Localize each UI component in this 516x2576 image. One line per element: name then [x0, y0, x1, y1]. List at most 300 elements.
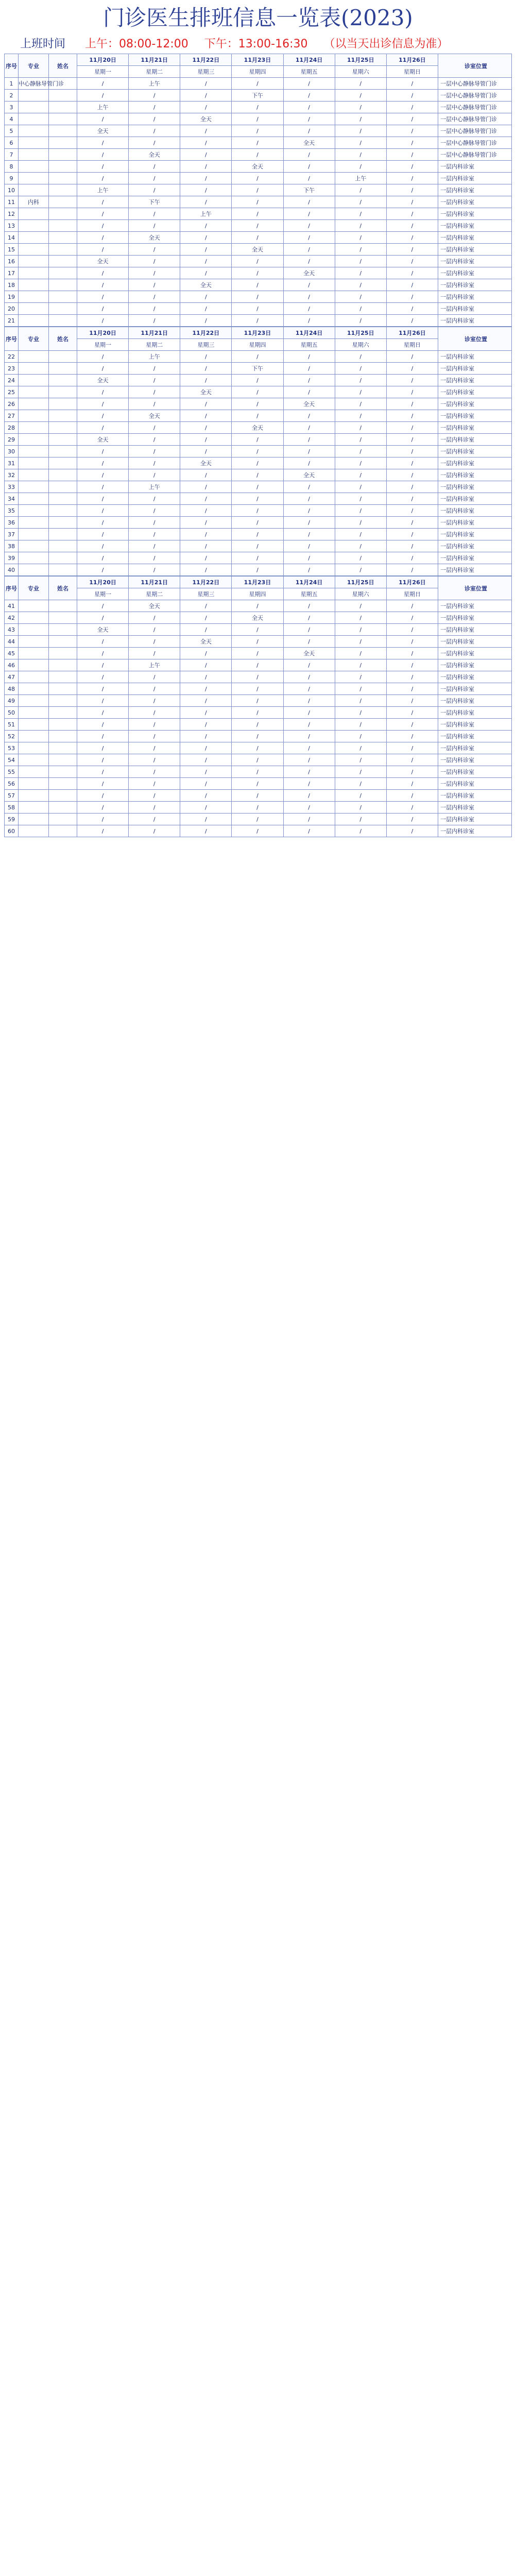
row-dept — [19, 434, 49, 446]
row-doctor — [49, 731, 77, 742]
row-no: 34 — [5, 493, 19, 505]
row-dept — [19, 564, 49, 576]
row-slot: / — [232, 695, 283, 707]
row-slot: / — [386, 814, 438, 825]
row-slot: / — [232, 659, 283, 671]
row-location: 一层内科诊室 — [438, 540, 512, 552]
table-row — [5, 481, 512, 493]
row-slot: / — [129, 422, 180, 434]
row-dept — [19, 600, 49, 612]
row-slot: / — [232, 208, 283, 220]
row-slot: / — [129, 742, 180, 754]
hours-note: （以当天出诊信息为准） — [323, 38, 449, 50]
row-slot: 上午 — [129, 481, 180, 493]
header-weekday: 星期四 — [232, 339, 283, 351]
row-dept — [19, 731, 49, 742]
row-doctor — [49, 101, 77, 113]
header-date: 11月23日 — [232, 577, 283, 588]
row-doctor — [49, 410, 77, 422]
row-slot: / — [283, 232, 335, 244]
row-slot: / — [283, 731, 335, 742]
row-no: 60 — [5, 825, 19, 837]
row-slot: / — [386, 457, 438, 469]
row-slot: / — [386, 78, 438, 90]
row-slot: / — [129, 648, 180, 659]
table-row — [5, 719, 512, 731]
row-slot: / — [232, 315, 283, 327]
row-slot: / — [77, 719, 129, 731]
row-slot: / — [232, 814, 283, 825]
header-date: 11月26日 — [386, 54, 438, 66]
table-row — [5, 232, 512, 244]
row-doctor — [49, 291, 77, 303]
header-weekday: 星期六 — [335, 588, 386, 600]
row-slot: / — [335, 790, 386, 802]
row-slot: / — [283, 457, 335, 469]
row-slot: / — [129, 208, 180, 220]
row-dept — [19, 113, 49, 125]
row-slot: / — [386, 766, 438, 778]
row-slot: / — [335, 386, 386, 398]
table-row — [5, 742, 512, 754]
page-title: 门诊医生排班信息一览表(2023) — [103, 5, 413, 30]
header-weekday: 星期三 — [180, 588, 232, 600]
table-row — [5, 410, 512, 422]
row-slot: / — [335, 398, 386, 410]
row-slot: / — [232, 173, 283, 184]
row-slot: 下午 — [232, 363, 283, 375]
row-slot: / — [335, 291, 386, 303]
row-slot: / — [77, 232, 129, 244]
header-no: 序号 — [5, 54, 19, 78]
weekday-row — [5, 66, 512, 78]
row-slot: / — [180, 612, 232, 624]
row-location: 一层内科诊室 — [438, 552, 512, 564]
row-slot: / — [129, 552, 180, 564]
row-slot: / — [232, 256, 283, 267]
row-slot: / — [386, 505, 438, 517]
row-doctor — [49, 90, 77, 101]
row-slot: / — [129, 766, 180, 778]
row-slot: / — [232, 731, 283, 742]
row-slot: / — [335, 600, 386, 612]
row-doctor — [49, 303, 77, 315]
row-slot: / — [77, 517, 129, 529]
row-slot: / — [335, 256, 386, 267]
row-slot: / — [232, 125, 283, 137]
row-slot: / — [386, 303, 438, 315]
row-slot: / — [335, 149, 386, 161]
header-date: 11月22日 — [180, 54, 232, 66]
row-slot: / — [283, 220, 335, 232]
row-slot: / — [180, 351, 232, 363]
row-no: 49 — [5, 695, 19, 707]
row-slot: 全天 — [283, 648, 335, 659]
row-slot: 全天 — [77, 624, 129, 636]
header-no: 序号 — [5, 327, 19, 351]
row-slot: / — [386, 315, 438, 327]
row-slot: / — [386, 184, 438, 196]
row-slot: / — [77, 279, 129, 291]
table-row — [5, 457, 512, 469]
row-doctor — [49, 184, 77, 196]
header-dept: 专业 — [19, 577, 49, 600]
row-slot: / — [77, 790, 129, 802]
row-location: 一层内科诊室 — [438, 184, 512, 196]
row-location: 一层中心静脉导管门诊 — [438, 90, 512, 101]
row-slot: / — [232, 101, 283, 113]
row-slot: / — [180, 517, 232, 529]
row-slot: 全天 — [232, 612, 283, 624]
row-slot: / — [77, 446, 129, 457]
row-slot: / — [77, 469, 129, 481]
row-dept — [19, 184, 49, 196]
row-slot: / — [180, 493, 232, 505]
row-slot: / — [180, 529, 232, 540]
row-slot: / — [283, 754, 335, 766]
row-slot: / — [335, 375, 386, 386]
row-doctor — [49, 814, 77, 825]
row-slot: / — [180, 434, 232, 446]
row-slot: / — [129, 624, 180, 636]
row-slot: / — [283, 636, 335, 648]
row-no: 24 — [5, 375, 19, 386]
row-slot: / — [283, 279, 335, 291]
row-slot: / — [232, 149, 283, 161]
row-slot: 上午 — [77, 184, 129, 196]
row-slot: / — [77, 505, 129, 517]
row-location: 一层内科诊室 — [438, 659, 512, 671]
row-dept — [19, 742, 49, 754]
row-slot: / — [77, 422, 129, 434]
row-no: 41 — [5, 600, 19, 612]
row-slot: / — [232, 410, 283, 422]
row-no: 18 — [5, 279, 19, 291]
row-no: 7 — [5, 149, 19, 161]
row-no: 36 — [5, 517, 19, 529]
row-slot: / — [129, 220, 180, 232]
row-slot: / — [335, 457, 386, 469]
row-location: 一层内科诊室 — [438, 244, 512, 256]
row-dept — [19, 814, 49, 825]
header-weekday: 星期五 — [283, 588, 335, 600]
row-dept — [19, 766, 49, 778]
row-slot: / — [283, 814, 335, 825]
row-slot: / — [77, 636, 129, 648]
row-slot: / — [386, 101, 438, 113]
row-slot: / — [335, 303, 386, 315]
row-slot: / — [129, 636, 180, 648]
row-doctor — [49, 220, 77, 232]
row-slot: / — [232, 671, 283, 683]
row-slot: / — [386, 161, 438, 173]
header-date: 11月24日 — [283, 327, 335, 339]
row-location: 一层内科诊室 — [438, 434, 512, 446]
row-slot: / — [77, 149, 129, 161]
row-dept — [19, 469, 49, 481]
row-slot: / — [283, 802, 335, 814]
row-slot: / — [129, 505, 180, 517]
row-slot: / — [232, 517, 283, 529]
row-dept — [19, 101, 49, 113]
weekday-row — [5, 339, 512, 351]
row-slot: / — [180, 149, 232, 161]
row-slot: 全天 — [232, 161, 283, 173]
row-slot: / — [283, 446, 335, 457]
row-no: 25 — [5, 386, 19, 398]
row-slot: / — [180, 78, 232, 90]
row-location: 一层内科诊室 — [438, 600, 512, 612]
row-slot: / — [283, 90, 335, 101]
row-slot: / — [335, 564, 386, 576]
row-slot: / — [129, 790, 180, 802]
row-dept — [19, 351, 49, 363]
row-slot: / — [77, 659, 129, 671]
row-slot: / — [386, 648, 438, 659]
header-weekday: 星期六 — [335, 66, 386, 78]
row-slot: / — [232, 481, 283, 493]
schedule-grid — [4, 54, 512, 837]
row-slot: / — [180, 671, 232, 683]
row-slot: / — [129, 173, 180, 184]
row-slot: / — [335, 481, 386, 493]
table-row — [5, 220, 512, 232]
table-row — [5, 802, 512, 814]
row-slot: / — [335, 267, 386, 279]
header-location: 诊室位置 — [438, 577, 512, 600]
row-slot: / — [283, 493, 335, 505]
row-no: 58 — [5, 802, 19, 814]
row-no: 9 — [5, 173, 19, 184]
row-doctor — [49, 552, 77, 564]
row-no: 20 — [5, 303, 19, 315]
row-doctor — [49, 766, 77, 778]
row-dept: 中心静脉导管门诊 — [19, 78, 49, 90]
row-slot: / — [283, 671, 335, 683]
row-slot: / — [386, 196, 438, 208]
table-row — [5, 790, 512, 802]
schedule-table — [4, 327, 512, 576]
row-slot: / — [386, 790, 438, 802]
row-slot: / — [129, 814, 180, 825]
row-no: 46 — [5, 659, 19, 671]
row-slot: / — [335, 184, 386, 196]
row-slot: / — [180, 161, 232, 173]
row-slot: 全天 — [129, 232, 180, 244]
row-slot: / — [232, 351, 283, 363]
row-slot: / — [77, 695, 129, 707]
row-location: 一层内科诊室 — [438, 481, 512, 493]
row-dept — [19, 208, 49, 220]
row-slot: / — [335, 540, 386, 552]
row-doctor — [49, 778, 77, 790]
table-row — [5, 766, 512, 778]
row-location: 一层内科诊室 — [438, 386, 512, 398]
row-dept — [19, 410, 49, 422]
row-slot: / — [335, 315, 386, 327]
row-doctor — [49, 648, 77, 659]
row-doctor — [49, 363, 77, 375]
row-location: 一层内科诊室 — [438, 505, 512, 517]
row-dept — [19, 778, 49, 790]
table-row — [5, 659, 512, 671]
row-slot: / — [386, 529, 438, 540]
row-location: 一层中心静脉导管门诊 — [438, 125, 512, 137]
header-row — [5, 54, 512, 66]
row-doctor — [49, 434, 77, 446]
row-slot: / — [180, 790, 232, 802]
header-weekday: 星期四 — [232, 66, 283, 78]
row-dept — [19, 648, 49, 659]
row-location: 一层中心静脉导管门诊 — [438, 113, 512, 125]
row-doctor — [49, 244, 77, 256]
row-slot: / — [335, 244, 386, 256]
row-doctor — [49, 267, 77, 279]
row-doctor — [49, 446, 77, 457]
row-doctor — [49, 398, 77, 410]
row-location: 一层内科诊室 — [438, 742, 512, 754]
table-row — [5, 434, 512, 446]
row-slot: / — [283, 196, 335, 208]
row-slot: / — [386, 446, 438, 457]
row-slot: / — [180, 125, 232, 137]
row-slot: / — [77, 814, 129, 825]
row-slot: / — [386, 552, 438, 564]
row-dept — [19, 303, 49, 315]
table-row — [5, 600, 512, 612]
row-slot: / — [232, 790, 283, 802]
row-slot: / — [386, 481, 438, 493]
row-dept — [19, 244, 49, 256]
row-no: 10 — [5, 184, 19, 196]
row-slot: / — [129, 363, 180, 375]
row-slot: / — [283, 825, 335, 837]
row-location: 一层内科诊室 — [438, 636, 512, 648]
row-slot: / — [283, 683, 335, 695]
row-slot: / — [129, 802, 180, 814]
row-no: 13 — [5, 220, 19, 232]
row-doctor — [49, 671, 77, 683]
row-slot: / — [386, 244, 438, 256]
row-slot: / — [77, 481, 129, 493]
row-slot: / — [77, 540, 129, 552]
row-dept — [19, 671, 49, 683]
row-slot: / — [283, 125, 335, 137]
row-slot: / — [77, 410, 129, 422]
row-doctor — [49, 422, 77, 434]
row-slot: / — [335, 683, 386, 695]
row-slot: / — [386, 636, 438, 648]
row-slot: / — [180, 303, 232, 315]
table-row — [5, 351, 512, 363]
row-location: 一层内科诊室 — [438, 790, 512, 802]
row-dept — [19, 540, 49, 552]
row-slot: 上午 — [129, 351, 180, 363]
table-row — [5, 778, 512, 790]
row-slot: / — [232, 303, 283, 315]
row-slot: / — [77, 457, 129, 469]
header-weekday: 星期一 — [77, 588, 129, 600]
row-slot: / — [335, 220, 386, 232]
row-slot: / — [129, 279, 180, 291]
table-row — [5, 196, 512, 208]
row-doctor — [49, 612, 77, 624]
row-location: 一层内科诊室 — [438, 398, 512, 410]
row-location: 一层内科诊室 — [438, 422, 512, 434]
row-location: 一层内科诊室 — [438, 612, 512, 624]
row-location: 一层内科诊室 — [438, 529, 512, 540]
row-slot: / — [283, 434, 335, 446]
row-slot: / — [386, 493, 438, 505]
row-slot: / — [77, 529, 129, 540]
row-doctor — [49, 540, 77, 552]
row-dept — [19, 517, 49, 529]
row-slot: / — [232, 707, 283, 719]
row-slot: / — [232, 636, 283, 648]
row-slot: / — [386, 256, 438, 267]
row-no: 28 — [5, 422, 19, 434]
row-no: 6 — [5, 137, 19, 149]
row-slot: / — [386, 386, 438, 398]
row-doctor — [49, 208, 77, 220]
row-slot: / — [77, 363, 129, 375]
row-slot: / — [386, 410, 438, 422]
row-slot: / — [129, 457, 180, 469]
header-date: 11月21日 — [129, 54, 180, 66]
row-slot: / — [283, 719, 335, 731]
row-location: 一层内科诊室 — [438, 493, 512, 505]
table-row — [5, 386, 512, 398]
row-slot: / — [129, 161, 180, 173]
row-slot: / — [232, 493, 283, 505]
row-location: 一层内科诊室 — [438, 232, 512, 244]
header-no: 序号 — [5, 577, 19, 600]
row-location: 一层中心静脉导管门诊 — [438, 149, 512, 161]
row-slot: / — [129, 291, 180, 303]
row-slot: / — [129, 540, 180, 552]
row-slot: / — [232, 540, 283, 552]
row-slot: 全天 — [283, 398, 335, 410]
row-slot: / — [283, 161, 335, 173]
row-slot: / — [77, 612, 129, 624]
row-location: 一层中心静脉导管门诊 — [438, 78, 512, 90]
row-slot: / — [232, 529, 283, 540]
row-slot: / — [129, 267, 180, 279]
header-date: 11月25日 — [335, 54, 386, 66]
row-slot: / — [386, 220, 438, 232]
row-slot: / — [180, 90, 232, 101]
row-slot: / — [180, 422, 232, 434]
row-slot: / — [77, 173, 129, 184]
row-slot: / — [180, 173, 232, 184]
row-doctor — [49, 754, 77, 766]
row-slot: 全天 — [77, 434, 129, 446]
row-slot: / — [232, 719, 283, 731]
row-slot: / — [232, 113, 283, 125]
row-slot: / — [129, 825, 180, 837]
row-slot: / — [283, 600, 335, 612]
row-location: 一层内科诊室 — [438, 363, 512, 375]
row-no: 33 — [5, 481, 19, 493]
row-location: 一层内科诊室 — [438, 469, 512, 481]
row-slot: / — [386, 802, 438, 814]
row-doctor — [49, 125, 77, 137]
row-slot: 全天 — [283, 267, 335, 279]
row-slot: / — [335, 825, 386, 837]
table-row — [5, 505, 512, 517]
row-doctor — [49, 600, 77, 612]
row-no: 29 — [5, 434, 19, 446]
